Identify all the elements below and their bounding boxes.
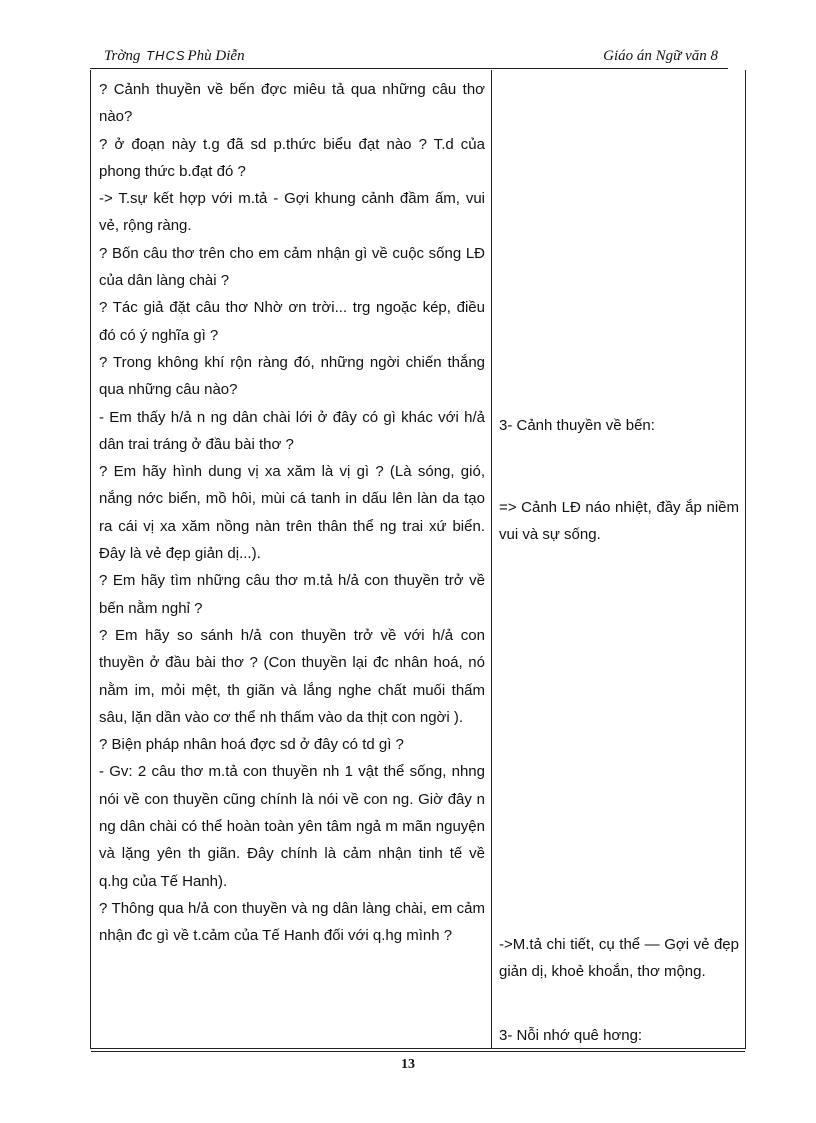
- notes-column: [499, 70, 739, 1048]
- paragraph: ? Em hãy tìm những câu thơ m.tả h/ả con thuyền trở về bến nằm nghỉ ?: [99, 572, 485, 617]
- paragraph: ? Tác giả đặt câu thơ Nhờ ơn trời... trg ngoặc kép, điều đó có ý nghĩa gì ?: [99, 299, 485, 344]
- paragraph: ? Em hãy hình dung vị xa xăm là vị gì ? (Là sóng, gió, nắng nớc biển, mồ hôi, mùi cá tanh in dấu lên làn da tạo ra cái vị xa xăm nồng nàn trên thân thể ng trai xứ biển. Đây là vẻ đẹp giản dị...).: [99, 463, 485, 563]
- note: ->M.tả chi tiết, cụ thể — Gợi vẻ đẹp giản dị, khoẻ khoắn, thơ mộng.: [499, 936, 739, 981]
- teacher-activity-column: [99, 76, 485, 950]
- column-divider: [491, 70, 492, 1048]
- note: => Cảnh LĐ náo nhiệt, đầy ắp niềm vui và sự sống.: [499, 499, 739, 544]
- note-heading: 3- Cảnh thuyền về bến:: [499, 417, 655, 434]
- school-name: [104, 48, 245, 65]
- paragraph: ? Em hãy so sánh h/ả con thuyền trở về với h/ả con thuyền ở đầu bài thơ ? (Con thuyền lại đc nhân hoá, nó nằm im, mỏi mệt, th giãn và lắng nghe chất muối thấm sâu, lặn dần vào cơ thể nh thấm vào da thịt con ngời ).: [99, 626, 485, 726]
- paragraph: ? ở đoạn này t.g đã sd p.thức biểu đạt nào ? T.d của phong thức b.đạt đó ?: [99, 135, 485, 180]
- paragraph: ? Trong không khí rộn ràng đó, những ngời chiến thắng qua những câu nào?: [99, 353, 485, 399]
- paragraph: - Gv: 2 câu thơ m.tả con thuyền nh 1 vật thể sống, nhng nói về con thuyền cũng chính là nói về con ng. Giờ đây n ng dân chài có thể hoàn toàn yên tâm ngả m mãn nguyện và lặng yên th giãn. Đây chính là cảm nhận tinh tế về q.hg của Tế Hanh).: [99, 763, 485, 890]
- paragraph: ? Cảnh thuyền về bến đợc miêu tả qua những câu thơ nào?: [99, 81, 485, 126]
- school-prefix: Trờng: [104, 48, 141, 64]
- paragraph: -> T.sự kết hợp với m.tả - Gợi khung cảnh đầm ấm, vui vẻ, rộng ràng.: [99, 190, 485, 235]
- page-number: 13: [401, 1057, 415, 1072]
- lesson-table: [90, 70, 746, 1049]
- subject-title: Giáo án Ngữ văn 8: [603, 48, 718, 64]
- paragraph: - Em thấy h/ả n ng dân chài lới ở đây có gì khác với h/ả dân trai tráng ở đầu bài thơ ?: [99, 408, 485, 453]
- paragraph: ? Thông qua h/ả con thuyền và ng dân làng chài, em cảm nhận đc gì về t.cảm của Tế Hanh đối với q.hg mình ?: [99, 899, 485, 945]
- page-header: [90, 44, 728, 69]
- school-location: Phù Diễn: [187, 48, 245, 64]
- note-heading: 3- Nỗi nhớ quê hơng:: [499, 1027, 643, 1044]
- school-caps: THCS: [146, 48, 186, 63]
- paragraph: ? Biện pháp nhân hoá đợc sd ở đây có td gì ?: [99, 736, 404, 754]
- paragraph: ? Bốn câu thơ trên cho em cảm nhận gì về cuộc sống LĐ của dân làng chài ?: [99, 244, 485, 290]
